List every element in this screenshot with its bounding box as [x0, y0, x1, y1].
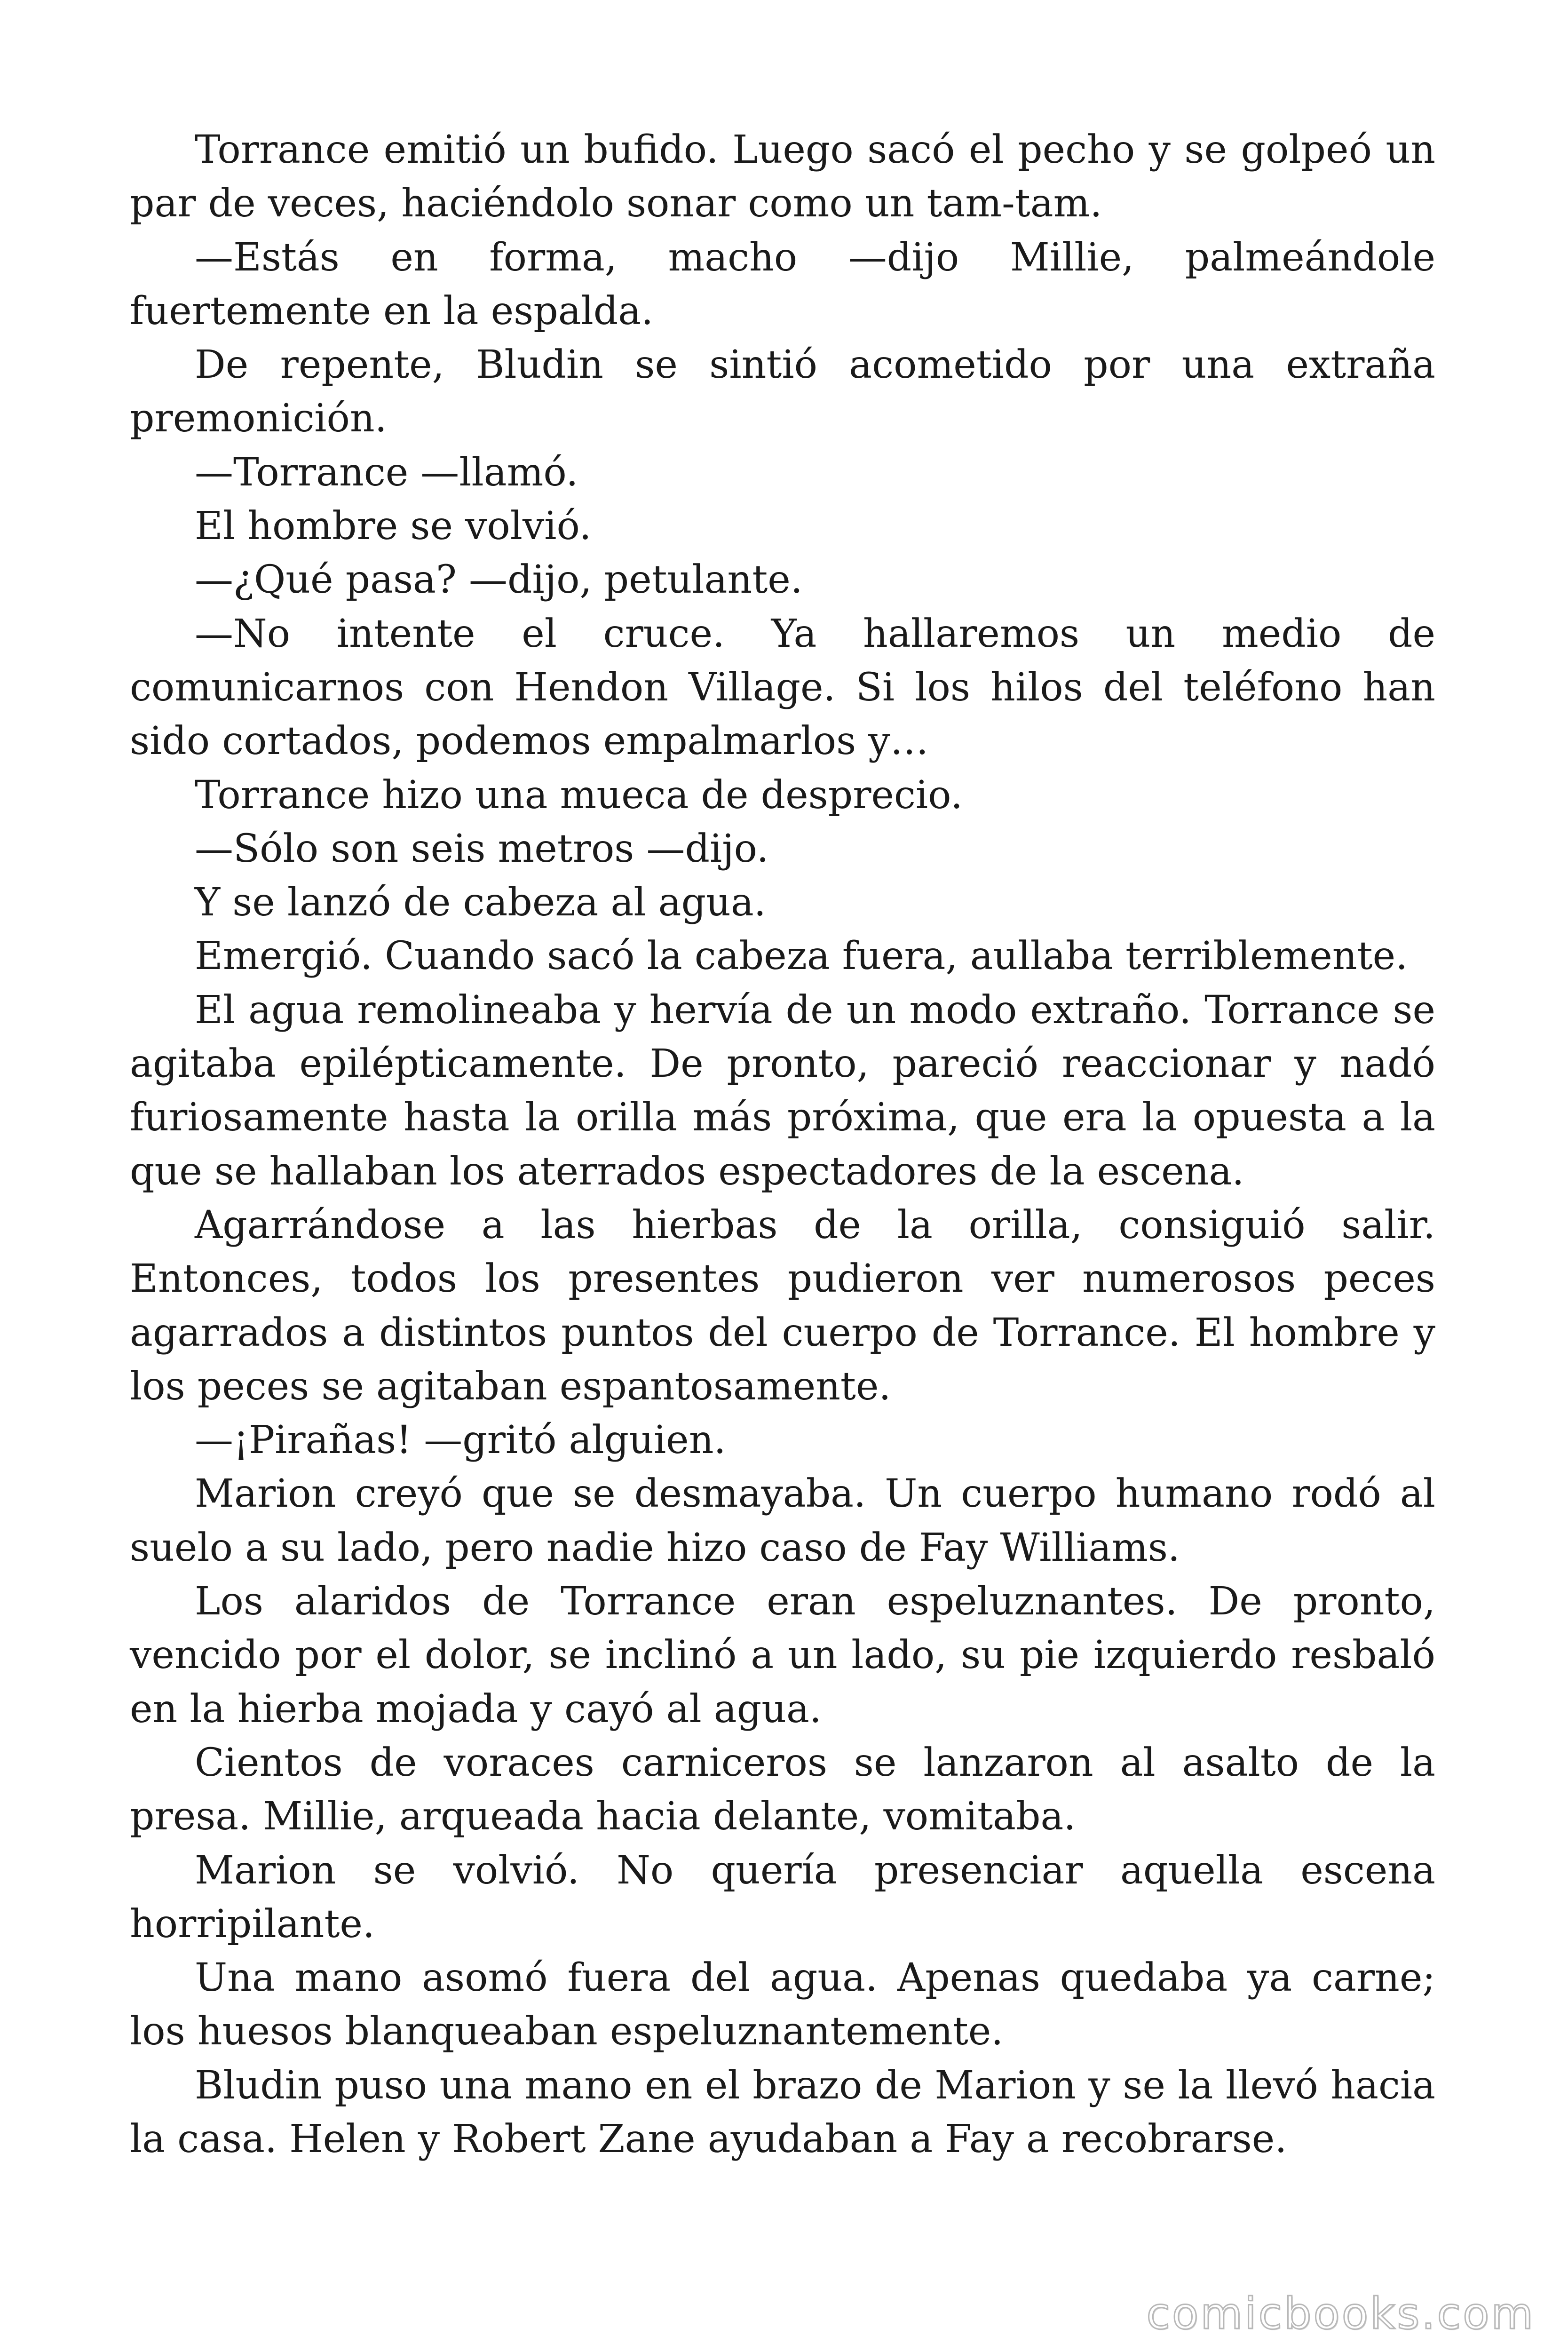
watermark-text: comicbooks.com	[1146, 2288, 1535, 2339]
paragraph: Torrance emitió un bufido. Luego sacó el pecho y se golpeó un par de veces, haciéndolo sonar como un tam-tam.	[130, 127, 1435, 226]
paragraph: El hombre se volvió.	[195, 504, 592, 549]
body-text	[130, 123, 1435, 2166]
paragraph: —¡Pirañas! —gritó alguien.	[195, 1418, 726, 1463]
paragraph: Marion se volvió. No quería presenciar aquella escena horripilante.	[130, 1848, 1435, 1947]
paragraph: Y se lanzó de cabeza al agua.	[195, 880, 766, 925]
paragraph: Una mano asomó fuera del agua. Apenas quedaba ya carne; los huesos blanqueaban espeluznantemente.	[130, 1955, 1435, 2054]
paragraph: —Estás en forma, macho —dijo Millie, palmeándole fuertemente en la espalda.	[130, 235, 1435, 334]
paragraph: —¿Qué pasa? —dijo, petulante.	[195, 557, 803, 603]
paragraph: Torrance hizo una mueca de desprecio.	[195, 772, 963, 818]
paragraph: Agarrándose a las hierbas de la orilla, consiguió salir. Entonces, todos los presentes pudieron ver numerosos peces agarrados a distintos puntos del cuerpo de Torrance. El hombre y los peces se agitaban espantosamente.	[130, 1202, 1435, 1409]
paragraph: Marion creyó que se desmayaba. Un cuerpo humano rodó al suelo a su lado, pero nadie hizo caso de Fay Williams.	[130, 1471, 1435, 1570]
paragraph: —Sólo son seis metros —dijo.	[195, 826, 769, 871]
paragraph: Los alaridos de Torrance eran espeluznantes. De pronto, vencido por el dolor, se inclinó a un lado, su pie izquierdo resbaló en la hierba mojada y cayó al agua.	[130, 1579, 1435, 1732]
paragraph: De repente, Bludin se sintió acometido por una extraña premonición.	[130, 342, 1435, 441]
paragraph: El agua remolineaba y hervía de un modo extraño. Torrance se agitaba epilépticamente. De pronto, pareció reaccionar y nadó furiosamente hasta la orilla más próxima, que era la opuesta a la que se hallaban los aterrados espectadores de la escena.	[130, 987, 1435, 1194]
paragraph: —No intente el cruce. Ya hallaremos un medio de comunicarnos con Hendon Village. Si los hilos del teléfono han sido cortados, podemos empalmarlos y…	[130, 611, 1435, 764]
paragraph: Emergió. Cuando sacó la cabeza fuera, aullaba terriblemente.	[195, 934, 1408, 979]
paragraph: —Torrance —llamó.	[195, 450, 578, 495]
paragraph: Bludin puso una mano en el brazo de Marion y se la llevó hacia la casa. Helen y Robert Zane ayudaban a Fay a recobrarse.	[130, 2063, 1435, 2161]
paragraph: Cientos de voraces carniceros se lanzaron al asalto de la presa. Millie, arqueada hacia delante, vomitaba.	[130, 1740, 1435, 1839]
